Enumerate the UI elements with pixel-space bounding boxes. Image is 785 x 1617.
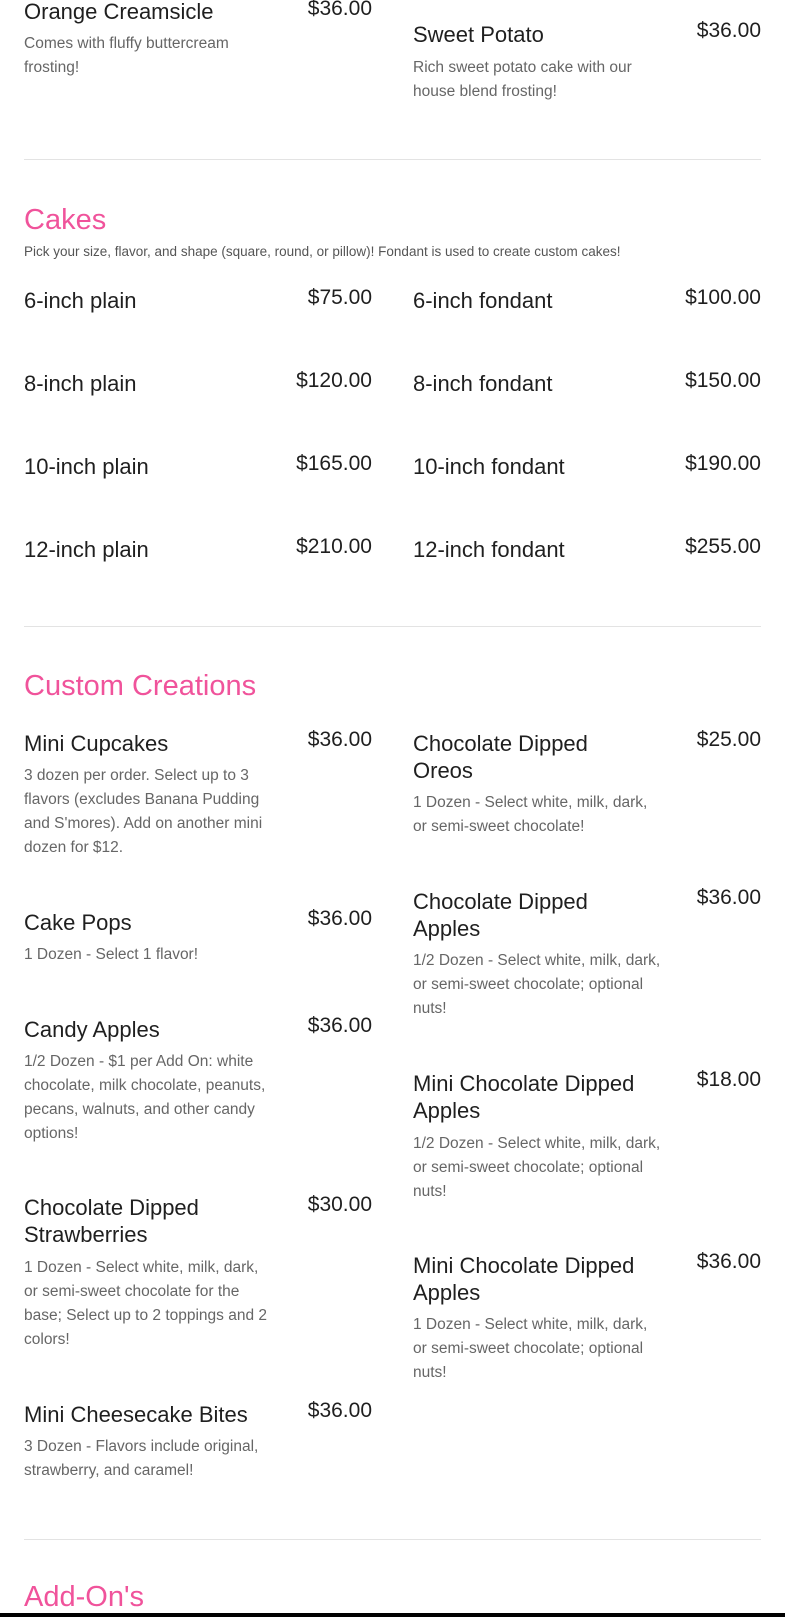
- item-price: $30.00: [307, 1193, 372, 1216]
- item-name: 6-inch fondant: [413, 288, 553, 313]
- item-name: Sweet Potato: [413, 22, 544, 47]
- section-subtitle-cakes: Pick your size, flavor, and shape (square, round, or pillow)! Fondant is used to create custom cakes!: [24, 244, 621, 259]
- item-price: $18.00: [696, 1068, 761, 1091]
- item-price: $36.00: [307, 728, 372, 751]
- section-divider: [24, 1539, 761, 1540]
- item-price: $25.00: [696, 728, 761, 751]
- item-price: $36.00: [696, 886, 761, 909]
- section-divider: [24, 626, 761, 627]
- item-name: Mini Cheesecake Bites: [24, 1402, 248, 1427]
- item-price: $120.00: [296, 369, 372, 392]
- section-title-add-ons: Add-On's: [24, 1581, 144, 1613]
- item-price: $36.00: [307, 0, 372, 20]
- item-price: $36.00: [696, 19, 761, 42]
- item-name: 8-inch plain: [24, 371, 137, 396]
- item-price: $255.00: [685, 535, 761, 558]
- item-price: $36.00: [307, 1014, 372, 1037]
- item-name: Candy Apples: [24, 1017, 160, 1042]
- item-name: Orange Creamsicle: [24, 0, 214, 24]
- item-name: 10-inch fondant: [413, 454, 565, 479]
- item-price: $100.00: [685, 286, 761, 309]
- item-description: 1 Dozen - Select white, milk, dark, or semi-sweet chocolate!: [413, 794, 648, 835]
- item-name: Mini Chocolate Dipped Apples: [413, 1253, 635, 1305]
- item-description: 3 dozen per order. Select up to 3 flavors (excludes Banana Pudding and S'mores). Add on another mini dozen for $12.: [24, 767, 263, 856]
- bottom-edge-bar: [0, 1613, 785, 1617]
- item-name: Chocolate Dipped Strawberries: [24, 1195, 199, 1247]
- item-price: $165.00: [296, 452, 372, 475]
- item-description: 1/2 Dozen - Select white, milk, dark, or semi-sweet chocolate; optional nuts!: [413, 1135, 661, 1200]
- item-description: 1 Dozen - Select white, milk, dark, or semi-sweet chocolate; optional nuts!: [413, 1316, 648, 1381]
- item-name: 8-inch fondant: [413, 371, 553, 396]
- item-price: $36.00: [307, 1399, 372, 1422]
- item-price: $36.00: [307, 907, 372, 930]
- item-description: 1 Dozen - Select 1 flavor!: [24, 946, 199, 963]
- item-description: Comes with fluffy buttercream frosting!: [24, 35, 229, 76]
- item-name: Chocolate Dipped Apples: [413, 889, 588, 941]
- item-name: 6-inch plain: [24, 288, 137, 313]
- item-name: Mini Cupcakes: [24, 731, 169, 756]
- item-name: 12-inch plain: [24, 537, 149, 562]
- item-name: 10-inch plain: [24, 454, 149, 479]
- item-description: Rich sweet potato cake with our house blend frosting!: [413, 59, 632, 100]
- section-divider: [24, 159, 761, 160]
- item-description: 1/2 Dozen - Select white, milk, dark, or semi-sweet chocolate; optional nuts!: [413, 952, 661, 1017]
- item-price: $210.00: [296, 535, 372, 558]
- item-description: 1/2 Dozen - $1 per Add On: white chocolate, milk chocolate, peanuts, pecans, walnuts, and other candy options!: [24, 1053, 266, 1142]
- item-description: 1 Dozen - Select white, milk, dark, or semi-sweet chocolate for the base; Select up to 2 toppings and 2 colors!: [24, 1259, 268, 1348]
- section-title-cakes: Cakes: [24, 204, 107, 236]
- item-price: $190.00: [685, 452, 761, 475]
- item-name: 12-inch fondant: [413, 537, 565, 562]
- item-name: Cake Pops: [24, 910, 132, 935]
- item-description: 3 Dozen - Flavors include original, strawberry, and caramel!: [24, 1438, 259, 1479]
- item-price: $150.00: [685, 369, 761, 392]
- item-name: Chocolate Dipped Oreos: [413, 731, 588, 783]
- item-price: $36.00: [696, 1250, 761, 1273]
- section-title-custom-creations: Custom Creations: [24, 670, 257, 702]
- item-name: Mini Chocolate Dipped Apples: [413, 1071, 635, 1123]
- item-price: $75.00: [307, 286, 372, 309]
